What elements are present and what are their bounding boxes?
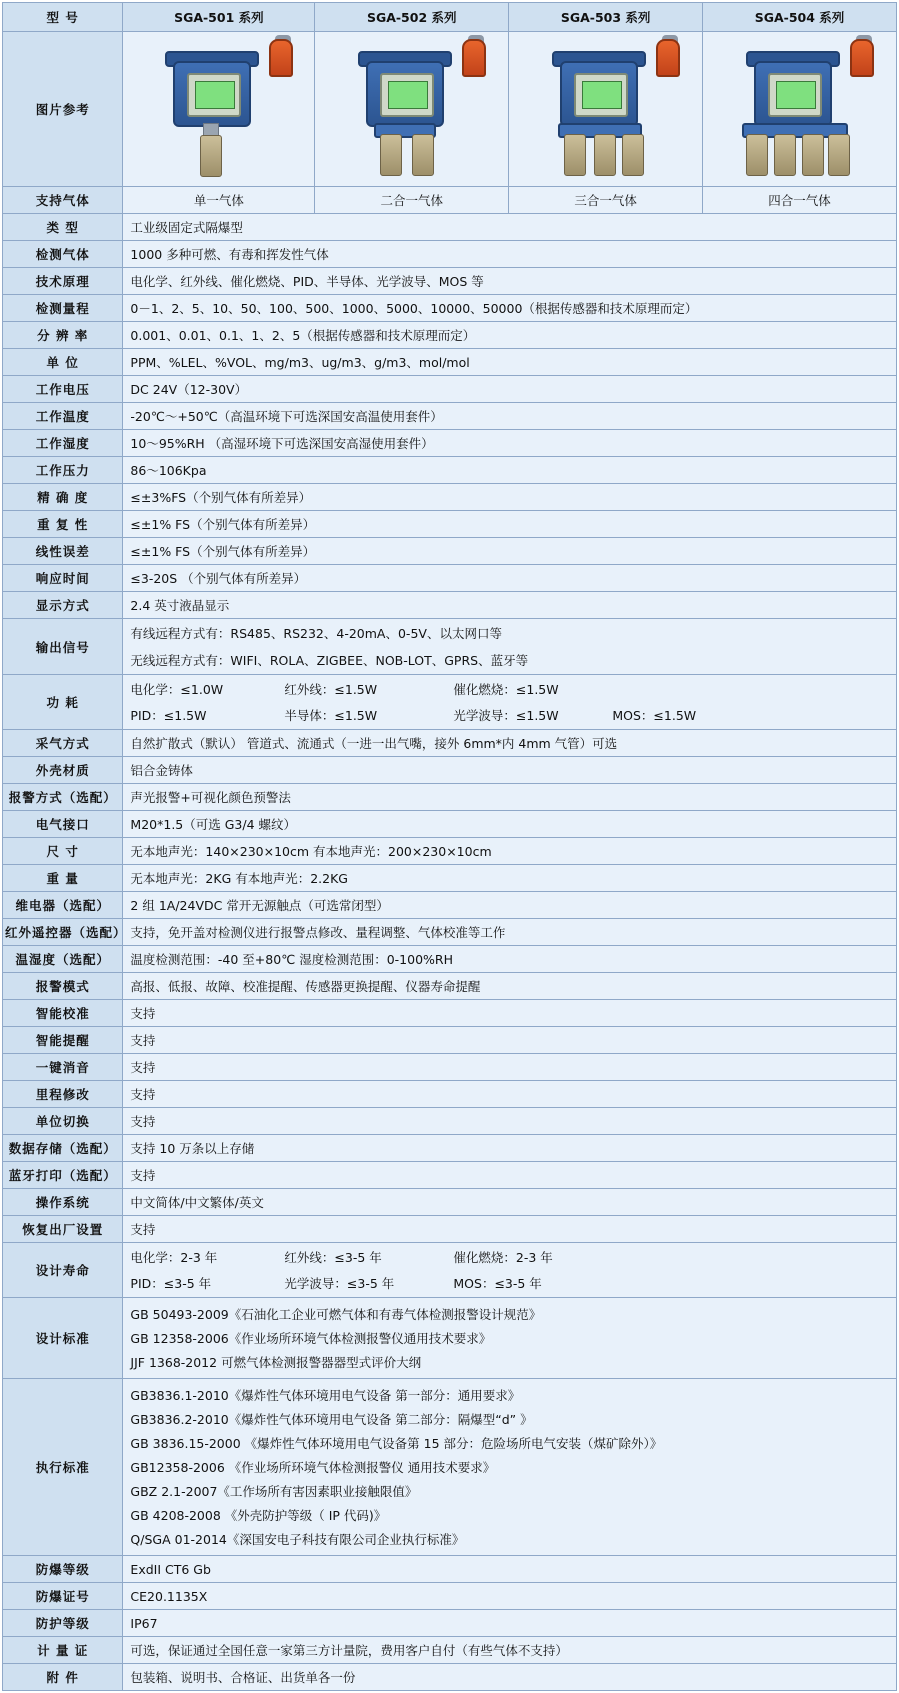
- table-row: [3, 1135, 897, 1162]
- table-row: [3, 865, 897, 892]
- table-row: [3, 565, 897, 592]
- execution-standard-line: GB3836.2-2010《爆炸性气体环境用电气设备 第二部分：隔爆型“d” 》: [130, 1412, 533, 1427]
- lifespan-catalytic: 催化燃烧：2-3 年: [453, 1250, 553, 1265]
- row-label: 重 量: [3, 865, 123, 892]
- model-501: SGA-501 系列: [123, 3, 315, 32]
- row-label: 尺 寸: [3, 838, 123, 865]
- row-value: 支持: [123, 1054, 897, 1081]
- row-label: 数据存储（选配）: [3, 1135, 123, 1162]
- lifespan-line-2: [130, 1273, 889, 1293]
- row-label: 分 辨 率: [3, 322, 123, 349]
- row-label: 检测量程: [3, 295, 123, 322]
- row-value: 0.001、0.01、0.1、1、2、5（根据传感器和技术原理而定）: [123, 322, 897, 349]
- model-503: SGA-503 系列: [509, 3, 703, 32]
- table-row: [3, 1216, 897, 1243]
- row-value: 支持: [123, 1081, 897, 1108]
- design-standard-value: [123, 1298, 897, 1379]
- execution-standard-line: GB 3836.15-2000 《爆炸性气体环境用电气设备第 15 部分：危险场所电气安装（煤矿除外）》: [130, 1436, 663, 1451]
- row-label: 里程修改: [3, 1081, 123, 1108]
- row-label-gas-support: 支持气体: [3, 187, 123, 214]
- power-line-1: [130, 679, 889, 699]
- row-value: 2 组 1A/24VDC 常开无源触点（可选常闭型）: [123, 892, 897, 919]
- row-value: 中文简体/中文繁体/英文: [123, 1189, 897, 1216]
- table-row: [3, 838, 897, 865]
- table-row: [3, 1189, 897, 1216]
- product-image-1: [123, 32, 315, 187]
- row-value: ExdII CT6 Gb: [123, 1556, 897, 1583]
- row-label: 工作温度: [3, 403, 123, 430]
- table-row: [3, 592, 897, 619]
- table-row: [3, 1162, 897, 1189]
- output-signal-wireless: 无线远程方式有：WIFI、ROLA、ZIGBEE、NOB-LOT、GPRS、蓝牙等: [130, 653, 529, 668]
- table-row-output-signal: [3, 619, 897, 675]
- row-value: 支持: [123, 1108, 897, 1135]
- detector-icon-2: [328, 35, 496, 183]
- power-semiconductor: 半导体：≤1.5W: [284, 708, 378, 723]
- table-row-power: [3, 675, 897, 730]
- table-row: [3, 1637, 897, 1664]
- row-value: 声光报警+可视化颜色预警法: [123, 784, 897, 811]
- row-value: ≤±1% FS（个别气体有所差异）: [123, 511, 897, 538]
- power-optical: 光学波导：≤1.5W: [453, 708, 559, 723]
- table-row: [3, 1556, 897, 1583]
- row-value: 铝合金铸体: [123, 757, 897, 784]
- row-value: 支持: [123, 1162, 897, 1189]
- table-row: [3, 946, 897, 973]
- row-label: 响应时间: [3, 565, 123, 592]
- table-row: [3, 484, 897, 511]
- power-electrochemical: 电化学：≤1.0W: [130, 682, 224, 697]
- row-value: PPM、%LEL、%VOL、mg/m3、ug/m3、g/m3、mol/mol: [123, 349, 897, 376]
- execution-standard-line: GBZ 2.1-2007《工作场所有害因素职业接触限值》: [130, 1484, 418, 1499]
- model-504: SGA-504 系列: [703, 3, 897, 32]
- lifespan-line-1: [130, 1247, 889, 1267]
- row-value: 0－1、2、5、10、50、100、500、1000、5000、10000、50000（根据传感器和技术原理而定）: [123, 295, 897, 322]
- table-row: [3, 811, 897, 838]
- power-pid: PID：≤1.5W: [130, 708, 207, 723]
- product-image-2: [315, 32, 509, 187]
- table-row: [3, 241, 897, 268]
- row-value: M20*1.5（可选 G3/4 螺纹）: [123, 811, 897, 838]
- model-502: SGA-502 系列: [315, 3, 509, 32]
- table-row: [3, 214, 897, 241]
- row-value: ≤±3%FS（个别气体有所差异）: [123, 484, 897, 511]
- row-label: 重 复 性: [3, 511, 123, 538]
- gas-support-2: 二合一气体: [315, 187, 509, 214]
- table-row: [3, 403, 897, 430]
- row-label: 蓝牙打印（选配）: [3, 1162, 123, 1189]
- execution-standard-line: Q/SGA 01-2014《深国安电子科技有限公司企业执行标准》: [130, 1532, 465, 1547]
- table-row: [3, 268, 897, 295]
- table-row: [3, 322, 897, 349]
- lifespan-pid: PID：≤3-5 年: [130, 1276, 212, 1291]
- row-label: 采气方式: [3, 730, 123, 757]
- row-label-execution-standard: 执行标准: [3, 1379, 123, 1556]
- row-label: 一键消音: [3, 1054, 123, 1081]
- row-value: 工业级固定式隔爆型: [123, 214, 897, 241]
- row-label-design-standard: 设计标准: [3, 1298, 123, 1379]
- row-value: 无本地声光：140×230×10cm 有本地声光：200×230×10cm: [123, 838, 897, 865]
- table-row: [3, 784, 897, 811]
- detector-icon-3: [522, 35, 690, 183]
- row-label: 技术原理: [3, 268, 123, 295]
- row-value: 支持，免开盖对检测仪进行报警点修改、量程调整、气体校准等工作: [123, 919, 897, 946]
- table-row: [3, 376, 897, 403]
- row-value: 自然扩散式（默认） 管道式、流通式（一进一出气嘴，接外 6mm*内 4mm 气管）可选: [123, 730, 897, 757]
- table-row: [3, 1054, 897, 1081]
- gas-support-4: 四合一气体: [703, 187, 897, 214]
- row-label: 类 型: [3, 214, 123, 241]
- power-catalytic: 催化燃烧：≤1.5W: [453, 682, 559, 697]
- table-row: [3, 511, 897, 538]
- table-row-execution-standard: [3, 1379, 897, 1556]
- row-value: 包装箱、说明书、合格证、出货单各一份: [123, 1664, 897, 1691]
- table-row: [3, 730, 897, 757]
- lifespan-optical: 光学波导：≤3-5 年: [284, 1276, 395, 1291]
- row-label: 防爆等级: [3, 1556, 123, 1583]
- row-label: 恢复出厂设置: [3, 1216, 123, 1243]
- row-label: 维电器（选配）: [3, 892, 123, 919]
- row-value: ≤3-20S （个别气体有所差异）: [123, 565, 897, 592]
- row-label-power: 功 耗: [3, 675, 123, 730]
- power-line-2: [130, 705, 889, 725]
- table-row-gas-support: [3, 187, 897, 214]
- row-value: 1000 多种可燃、有毒和挥发性气体: [123, 241, 897, 268]
- lifespan-mos: MOS：≤3-5 年: [453, 1276, 542, 1291]
- design-standard-line: JJF 1368-2012 可燃气体检测报警器器型式评价大纲: [130, 1355, 422, 1370]
- row-label: 计 量 证: [3, 1637, 123, 1664]
- row-label: 防爆证号: [3, 1583, 123, 1610]
- design-standard-line: GB 50493-2009《石油化工企业可燃气体和有毒气体检测报警设计规范》: [130, 1307, 542, 1322]
- row-label: 温湿度（选配）: [3, 946, 123, 973]
- row-label: 智能校准: [3, 1000, 123, 1027]
- table-row-lifespan: [3, 1243, 897, 1298]
- table-row: [3, 1583, 897, 1610]
- row-value: 温度检测范围：-40 至+80℃ 湿度检测范围：0-100%RH: [123, 946, 897, 973]
- table-row-images: [3, 32, 897, 187]
- power-mos: MOS：≤1.5W: [612, 708, 697, 723]
- row-value: IP67: [123, 1610, 897, 1637]
- row-value: 可选，保证通过全国任意一家第三方计量院，费用客户自付（有些气体不支持）: [123, 1637, 897, 1664]
- table-row: [3, 349, 897, 376]
- execution-standard-line: GB 4208-2008 《外壳防护等级（ IP 代码)》: [130, 1508, 387, 1523]
- row-label: 精 确 度: [3, 484, 123, 511]
- row-label: 线性误差: [3, 538, 123, 565]
- gas-support-1: 单一气体: [123, 187, 315, 214]
- table-row: [3, 892, 897, 919]
- table-row: [3, 1108, 897, 1135]
- gas-support-3: 三合一气体: [509, 187, 703, 214]
- output-signal-wired: 有线远程方式有：RS485、RS232、4-20mA、0-5V、以太网口等: [130, 626, 502, 641]
- row-value: DC 24V（12-30V）: [123, 376, 897, 403]
- design-standard-line: GB 12358-2006《作业场所环境气体检测报警仪通用技术要求》: [130, 1331, 492, 1346]
- execution-standard-value: [123, 1379, 897, 1556]
- execution-standard-line: GB12358-2006 《作业场所环境气体检测报警仪 通用技术要求》: [130, 1460, 496, 1475]
- row-value: 支持 10 万条以上存储: [123, 1135, 897, 1162]
- row-value: 2.4 英寸液晶显示: [123, 592, 897, 619]
- table-row: [3, 1664, 897, 1691]
- product-image-3: [509, 32, 703, 187]
- table-row: [3, 430, 897, 457]
- table-row: [3, 919, 897, 946]
- row-label: 防护等级: [3, 1610, 123, 1637]
- row-label: 附 件: [3, 1664, 123, 1691]
- row-value: ≤±1% FS（个别气体有所差异）: [123, 538, 897, 565]
- lifespan-infrared: 红外线：≤3-5 年: [284, 1250, 382, 1265]
- row-value: 支持: [123, 1000, 897, 1027]
- table-row: [3, 1027, 897, 1054]
- table-row: [3, 1000, 897, 1027]
- row-value: 支持: [123, 1216, 897, 1243]
- detector-icon-4: [716, 35, 884, 183]
- row-label: 智能提醒: [3, 1027, 123, 1054]
- row-label: 工作湿度: [3, 430, 123, 457]
- power-infrared: 红外线：≤1.5W: [284, 682, 378, 697]
- table-row: [3, 757, 897, 784]
- row-value: CE20.1135X: [123, 1583, 897, 1610]
- row-label: 工作压力: [3, 457, 123, 484]
- row-label-model: 型 号: [3, 3, 123, 32]
- row-label: 输出信号: [3, 619, 123, 675]
- row-label: 显示方式: [3, 592, 123, 619]
- row-label: 工作电压: [3, 376, 123, 403]
- table-row: [3, 1081, 897, 1108]
- row-value: [123, 619, 897, 675]
- table-row: [3, 1610, 897, 1637]
- table-row: [3, 973, 897, 1000]
- detector-icon-1: [135, 35, 303, 183]
- row-label: 单位切换: [3, 1108, 123, 1135]
- row-value: 电化学、红外线、催化燃烧、PID、半导体、光学波导、MOS 等: [123, 268, 897, 295]
- execution-standard-line: GB3836.1-2010《爆炸性气体环境用电气设备 第一部分：通用要求》: [130, 1388, 521, 1403]
- table-row-design-standard: [3, 1298, 897, 1379]
- row-label-image-reference: 图片参考: [3, 32, 123, 187]
- row-value: -20℃～+50℃（高温环境下可选深国安高温使用套件）: [123, 403, 897, 430]
- lifespan-value: [123, 1243, 897, 1298]
- specification-table: [2, 2, 897, 1691]
- row-label: 报警模式: [3, 973, 123, 1000]
- product-image-4: [703, 32, 897, 187]
- row-value: 10～95%RH （高湿环境下可选深国安高湿使用套件）: [123, 430, 897, 457]
- spec-sheet: [0, 2, 899, 1691]
- table-row: [3, 538, 897, 565]
- row-label: 单 位: [3, 349, 123, 376]
- row-value: 高报、低报、故障、校准提醒、传感器更换提醒、仪器寿命提醒: [123, 973, 897, 1000]
- row-label: 电气接口: [3, 811, 123, 838]
- row-label: 报警方式（选配）: [3, 784, 123, 811]
- row-value: 支持: [123, 1027, 897, 1054]
- row-label: 检测气体: [3, 241, 123, 268]
- row-label: 外壳材质: [3, 757, 123, 784]
- row-value: 无本地声光：2KG 有本地声光：2.2KG: [123, 865, 897, 892]
- row-label: 红外遥控器（选配）: [3, 919, 123, 946]
- table-row: [3, 295, 897, 322]
- table-row: [3, 457, 897, 484]
- table-row-model: [3, 3, 897, 32]
- power-value: [123, 675, 897, 730]
- row-label-lifespan: 设计寿命: [3, 1243, 123, 1298]
- lifespan-electrochemical: 电化学：2-3 年: [130, 1250, 218, 1265]
- row-label: 操作系统: [3, 1189, 123, 1216]
- row-value: 86～106Kpa: [123, 457, 897, 484]
